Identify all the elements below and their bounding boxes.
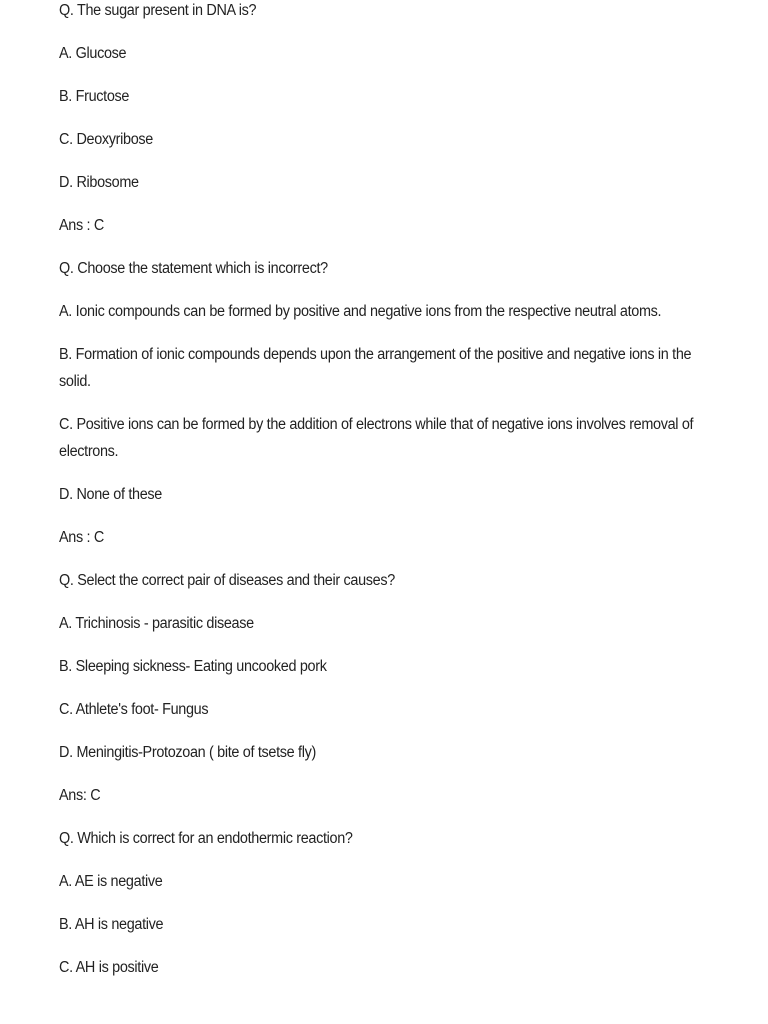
answer-text: Ans : C <box>59 217 104 234</box>
option-c: C. AH is positive <box>59 959 159 976</box>
option-b: B. Formation of ionic compounds depends upon the arrangement of the positive and negative ions in the solid. <box>59 346 692 390</box>
question-text: Q. The sugar present in DNA is? <box>59 2 257 19</box>
option-c: C. Positive ions can be formed by the addition of electrons while that of negative ions involves removal of electrons. <box>59 416 694 460</box>
option-d: D. None of these <box>59 486 162 503</box>
question-text: Q. Select the correct pair of diseases and their causes? <box>59 572 395 589</box>
document-body <box>59 0 699 997</box>
option-a: A. AE is negative <box>59 873 163 890</box>
option-d: D. Ribosome <box>59 174 139 191</box>
option-a: A. Ionic compounds can be formed by positive and negative ions from the respective neutral atoms. <box>59 303 662 320</box>
option-c: C. Deoxyribose <box>59 131 153 148</box>
question-text: Q. Which is correct for an endothermic reaction? <box>59 830 353 847</box>
option-b: B. AH is negative <box>59 916 164 933</box>
answer-text: Ans: C <box>59 787 101 804</box>
option-b: B. Fructose <box>59 88 130 105</box>
answer-text: Ans : C <box>59 529 104 546</box>
option-b: B. Sleeping sickness- Eating uncooked pork <box>59 658 327 675</box>
question-text: Q. Choose the statement which is incorrect? <box>59 260 328 277</box>
option-a: A. Trichinosis - parasitic disease <box>59 615 254 632</box>
option-c: C. Athlete's foot- Fungus <box>59 701 209 718</box>
option-d: D. Meningitis-Protozoan ( bite of tsetse fly) <box>59 744 316 761</box>
option-a: A. Glucose <box>59 45 127 62</box>
